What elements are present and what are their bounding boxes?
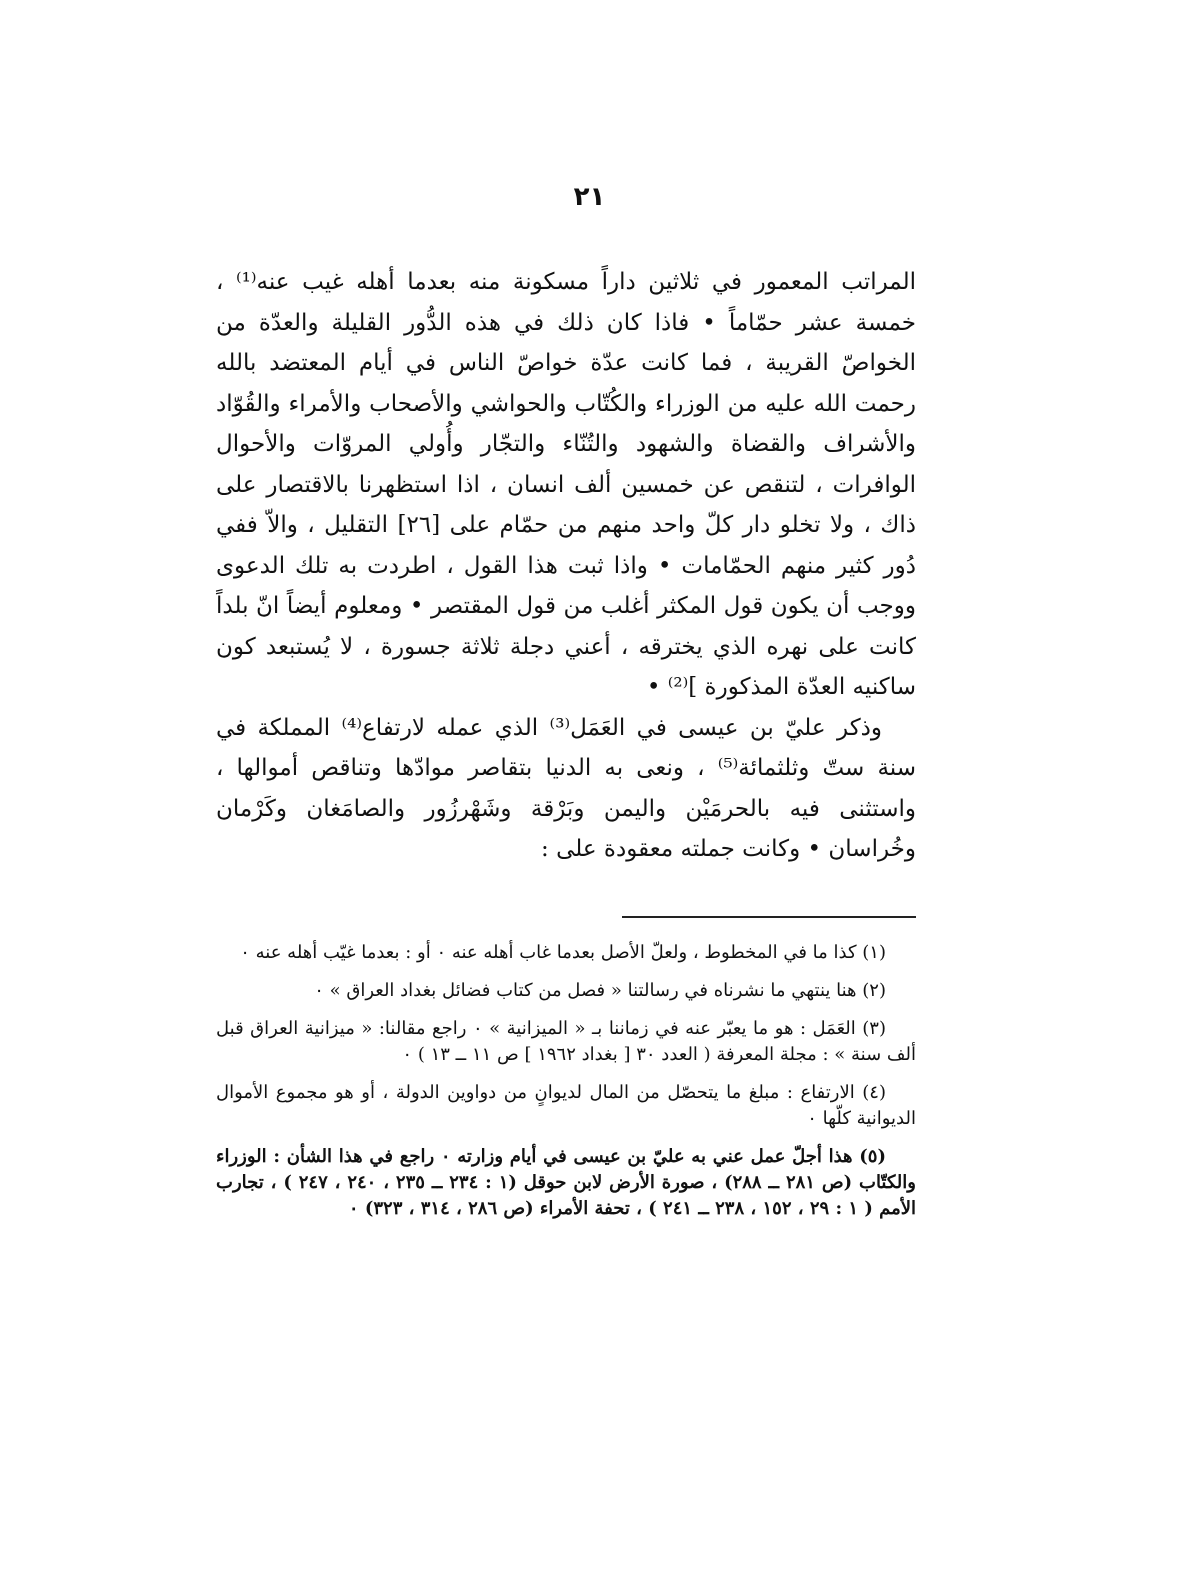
footnote: (٣) العَمَل : هو ما يعبّر عنه في زماننا بـ « الميزانية » ٠ راجع مقالنا: « ميزانية العراق قبل ألف سنة » : مجلة المعرفة ( العدد ٣٠ [ بغداد ١٩٦٢ ] ص ١١ ــ ١٣ ) ٠ — [216, 1018, 916, 1065]
footnote: (١) كذا ما في المخطوط ، ولعلّ الأصل بعدما غاب أهله عنه ٠ أو : بعدما غيّب أهله عنه ٠ — [240, 942, 886, 963]
footnote-separator — [622, 916, 916, 918]
footnotes-section — [216, 940, 916, 1234]
paragraph: المراتب المعمور في ثلاثين داراً مسكونة منه بعدما أهله غيب عنه⁽¹⁾ ، خمسة عشر حمّاماً • فاذا كان ذلك في هذه الدُّور القليلة والعدّة من الخواصّ القريبة ، فما كانت عدّة خواصّ الناس في أيام المعتضد بالله رحمت الله عليه من الوزراء والكُتّاب والحواشي والأصحاب والأمراء والقُوّاد والأشراف والقضاة والشهود والتُنّاء والتجّار وأُولي المروّات والأحوال الوافرات ، لتنقص عن خمسين ألف انسان ، اذا استظهرنا بالاقتصار على ذاك ، ولا تخلو دار كلّ واحد منهم من حمّام على [٢٦] التقليل ، والاّ ففي دُور كثير منهم الحمّامات • واذا ثبت هذا القول ، اطردت به تلك الدعوى ووجب أن يكون قول المكثر أغلب من قول المقتصر • ومعلوم أيضاً انّ بلداً كانت على نهره الذي يخترقه ، أعني دجلة ثلاثة جسورة ، لا يُستبعد كون ساكنيه العدّة المذكورة ]⁽²⁾ • — [216, 269, 916, 700]
page-number: ٢١ — [573, 182, 606, 212]
footnote: (٤) الارتفاع : مبلغ ما يتحصّل من المال لديوانٍ من دواوين الدولة ، أو هو مجموع الأموال الديوانية كلّها ٠ — [216, 1082, 916, 1129]
footnote: (٢) هنا ينتهي ما نشرناه في رسالتنا « فصل من كتاب فضائل بغداد العراق » ٠ — [314, 980, 886, 1001]
main-text — [216, 262, 916, 870]
paragraph: وذكر عليّ بن عيسى في العَمَل⁽³⁾ الذي عمله لارتفاع⁽⁴⁾ المملكة في سنة ستّ وثلثمائة⁽⁵⁾ ، ونعى به الدنيا بتقاصر موادّها وتناقص أموالها ، واستثنى فيه بالحرمَيْن واليمن وبَرْقة وشَهْرزُور والصامَغان وكَرْمان وخُراسان • وكانت جملته معقودة على : — [216, 714, 916, 862]
footnote: (٥) هذا أجلّ عمل عني به عليّ بن عيسى في أيام وزارته ٠ راجع في هذا الشأن : الوزراء والكتّاب (ص ٢٨١ ــ ٢٨٨) ، صورة الأرض لابن حوقل (١ : ٢٣٤ ــ ٢٣٥ ، ٢٤٠ ، ٢٤٧ ) ، تجارب الأمم ( ١ : ٢٩ ، ١٥٢ ، ٢٣٨ ــ ٢٤١ ) ، تحفة الأمراء (ص ٢٨٦ ، ٣١٤ ، ٣٢٣) ٠ — [216, 1146, 916, 1219]
